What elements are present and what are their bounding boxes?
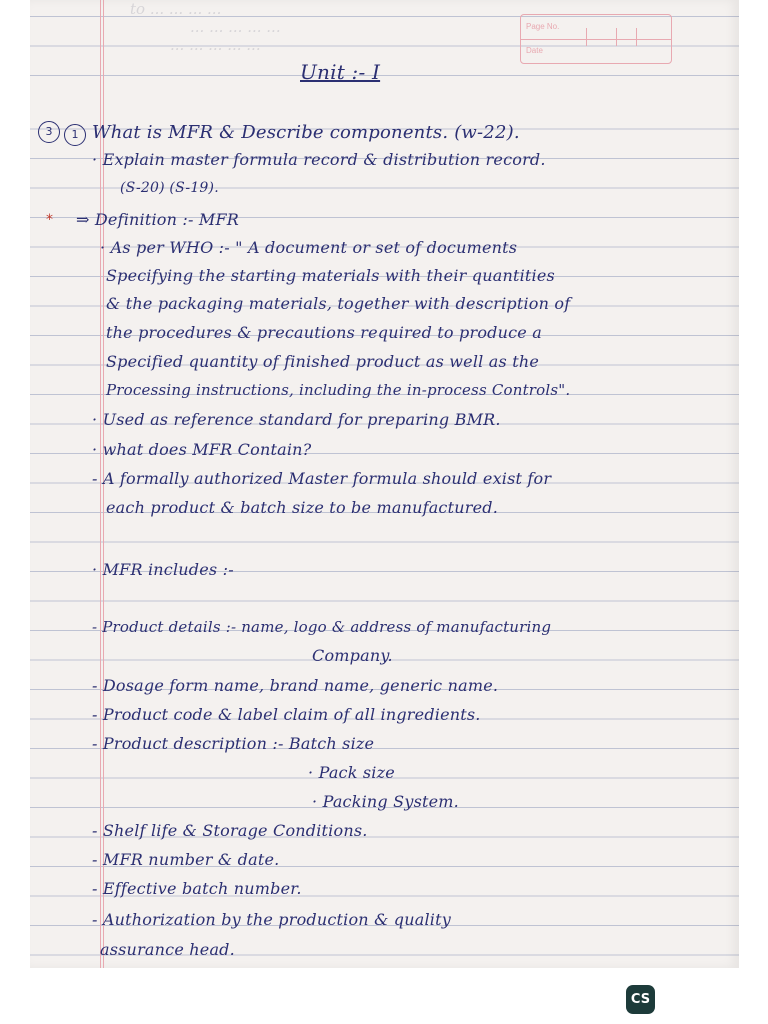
page-no-row: [521, 15, 671, 40]
question-line: What is MFR & Describe components. (w-22).: [92, 122, 520, 143]
body-line: - Product code & label claim of all ingredients.: [92, 705, 481, 724]
question-sub-number-circle: 1: [64, 124, 86, 146]
date-cell-divider: [586, 28, 587, 46]
notebook-page: [30, 0, 739, 968]
page-title: Unit :- I: [300, 60, 381, 84]
body-line: · As per WHO :- " A document or set of documents: [100, 238, 518, 257]
body-line: · MFR includes :-: [92, 560, 234, 579]
body-line: · Pack size: [308, 763, 395, 782]
star-marker: *: [46, 212, 53, 228]
body-line: the procedures & precautions required to produce a: [106, 323, 542, 342]
body-line: · what does MFR Contain?: [92, 440, 312, 459]
body-line: - Dosage form name, brand name, generic name.: [92, 676, 499, 695]
body-line: Company.: [312, 646, 393, 665]
definition-heading: ⇒ Definition :- MFR: [76, 210, 240, 229]
page-number-box: [520, 14, 672, 64]
body-line: Specified quantity of finished product as well as the: [106, 352, 539, 371]
body-line: · Used as reference standard for preparing BMR.: [92, 410, 501, 429]
body-line: - Shelf life & Storage Conditions.: [92, 821, 368, 840]
question-line: (S-20) (S-19).: [120, 180, 219, 196]
body-line: each product & batch size to be manufactured.: [106, 498, 498, 517]
body-line: Specifying the starting materials with their quantities: [106, 266, 555, 285]
body-line: - Authorization by the production & quality: [92, 910, 451, 929]
body-line: - Product description :- Batch size: [92, 734, 375, 753]
question-line: · Explain master formula record & distribution record.: [92, 150, 546, 169]
date-row: [521, 39, 671, 63]
body-line: - A formally authorized Master formula should exist for: [92, 469, 552, 488]
body-line: & the packaging materials, together with description of: [106, 294, 571, 313]
camscanner-logo: CS: [626, 985, 655, 1014]
body-line: - Effective batch number.: [92, 879, 302, 898]
date-cell-divider: [636, 28, 637, 46]
body-line: · Packing System.: [312, 792, 459, 811]
date-cell-divider: [616, 28, 617, 46]
body-line: - MFR number & date.: [92, 850, 280, 869]
bleed-through-text: to ... ... ... ... ... ... ... ... ... ... ... ... ... ...: [130, 0, 281, 54]
body-line: - Product details :- name, logo & address of manufacturing: [92, 618, 552, 636]
date-label: Date: [526, 46, 543, 55]
body-line: Processing instructions, including the in-process Controls".: [106, 381, 571, 399]
page-no-label: Page No.: [526, 22, 560, 31]
question-number-circle: 3: [38, 121, 60, 143]
body-line: assurance head.: [100, 940, 235, 959]
